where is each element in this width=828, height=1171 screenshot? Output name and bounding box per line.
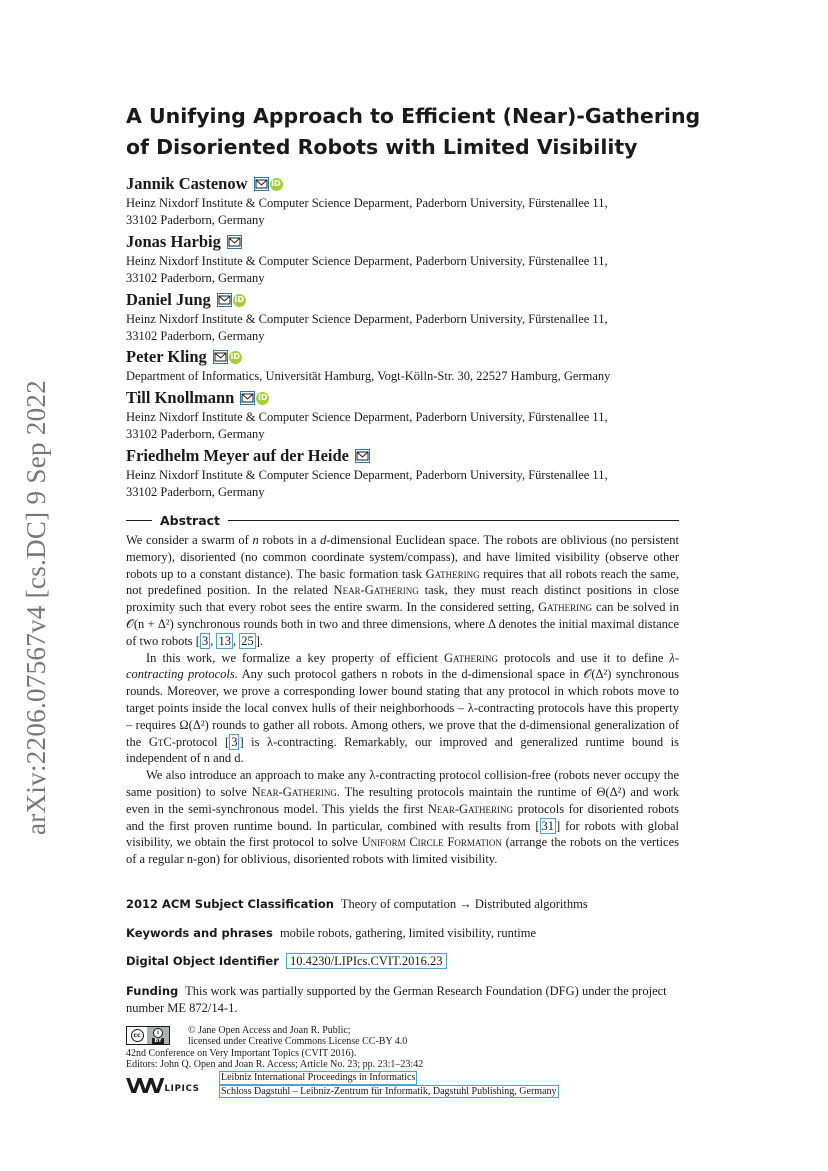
citation-link[interactable]: 3 xyxy=(201,633,209,648)
abstract-paragraph: We also introduce an approach to make any λ-contracting protocol collision-free (robots never occupy the same position) to solve Near-Gathering. The resulting protocols maintain the runtime of Θ(Δ²) and work even in the semi-synchronous model. This yields the first Near-Gathering protocols for disoriented robots and the first proven runtime bound. In particular, combined with results from [ 31 ] for robots with global visibility, we obtain the first protocol to solve Uniform Circle Formation (arrange the robots on the vertices of a regular n-gon) for oblivious, disoriented robots with limited visibility. xyxy=(126,768,679,867)
citation-link[interactable]: 31 xyxy=(541,818,555,833)
author-name: Peter Kling xyxy=(126,347,207,366)
author-affiliation: Heinz Nixdorf Institute & Computer Science Deparment, Paderborn University, Fürstenallee 11, 33102 Paderborn, Germany xyxy=(126,312,608,343)
author-block xyxy=(126,388,706,443)
abstract-body xyxy=(126,532,679,868)
abstract-heading-label: Abstract xyxy=(160,512,221,528)
mail-icon[interactable] xyxy=(227,235,242,249)
lipics-logo: VVV LIPICS xyxy=(126,1074,200,1098)
author-affiliation: Heinz Nixdorf Institute & Computer Science Deparment, Paderborn University, Fürstenallee 11, 33102 Paderborn, Germany xyxy=(126,196,608,227)
doi: Digital Object Identifier 10.4230/LIPIcs.CVIT.2016.23 xyxy=(126,953,679,970)
author-name: Till Knollmann xyxy=(126,388,235,407)
keywords: Keywords and phrases mobile robots, gathering, limited visibility, runtime xyxy=(126,926,537,940)
citation-link[interactable]: 3 xyxy=(231,734,238,749)
mail-icon[interactable] xyxy=(240,391,255,405)
conference-info: 42nd Conference on Very Important Topics (CVIT 2016). Editors: John Q. Open and Joan R. Access; Article No. 23; pp. 23:1–23:42 xyxy=(126,1048,424,1070)
creative-commons-icon[interactable]: cc i BY xyxy=(126,1026,170,1045)
acm-classification: 2012 ACM Subject Classification Theory of computation → Distributed algorithms xyxy=(126,897,588,911)
author-affiliation: Heinz Nixdorf Institute & Computer Science Deparment, Paderborn University, Fürstenallee 11, 33102 Paderborn, Germany xyxy=(126,468,608,499)
abstract-heading xyxy=(126,512,679,528)
author-name: Friedhelm Meyer auf der Heide xyxy=(126,446,349,465)
author-name: Daniel Jung xyxy=(126,290,211,309)
author-affiliation: Heinz Nixdorf Institute & Computer Science Deparment, Paderborn University, Fürstenallee 11, 33102 Paderborn, Germany xyxy=(126,410,608,441)
mail-icon[interactable] xyxy=(213,350,228,364)
author-affiliation: Heinz Nixdorf Institute & Computer Science Deparment, Paderborn University, Fürstenallee 11, 33102 Paderborn, Germany xyxy=(126,254,608,285)
author-block xyxy=(126,347,706,385)
arxiv-identifier-stamp xyxy=(18,372,56,842)
title-line-1: A Unifying Approach to Efficient (Near)-Gathering xyxy=(126,104,701,128)
author-name: Jannik Castenow xyxy=(126,174,248,193)
dagstuhl-publisher-link[interactable]: Schloss Dagstuhl – Leibniz-Zentrum für Informatik, Dagstuhl Publishing, Germany xyxy=(221,1085,557,1097)
orcid-icon[interactable]: iD xyxy=(256,392,269,405)
mail-icon[interactable] xyxy=(217,293,232,307)
heading-rule xyxy=(126,520,152,521)
citation-link[interactable]: 25 xyxy=(241,633,254,648)
abstract-paragraph: We consider a swarm of n robots in a d-dimensional Euclidean space. The robots are oblivious (no persistent memory), disoriented (no common coordinate system/compass), and have limited visibility (observe other robots up to a constant distance). The basic formation task Gathering requires that all robots reach the same, not predefined position. In the related Near-Gathering task, they must reach distinct positions in close proximity such that every robot sees the entire swarm. In the considered setting, Gathering can be solved in 𝒪(n + Δ²) synchronous rounds both in two and three dimensions, where Δ denotes the initial maximal distance of two robots [ 3 , 13 , 25 ]. xyxy=(126,533,679,648)
orcid-icon[interactable]: iD xyxy=(229,351,242,364)
author-affiliation: Department of Informatics, Universität Hamburg, Vogt-Kölln-Str. 30, 22527 Hamburg, Germany xyxy=(126,369,611,383)
author-block xyxy=(126,446,706,501)
mail-icon[interactable] xyxy=(355,449,370,463)
abstract-paragraph: In this work, we formalize a key property of efficient Gathering protocols and use it to define λ-contracting protocols. Any such protocol gathers n robots in the d-dimensional space in 𝒪(Δ²) synchronous rounds. Moreover, we prove a corresponding lower bound stating that any protocol in which robots move to target points inside the local convex hulls of their neighborhoods – λ-contracting protocols have this property – requires Ω(Δ²) rounds to gather all robots. Among others, we prove that the d-dimensional generalization of the GtC-protocol [ 3 ] is λ-contracting. Remarkably, our improved and generalized runtime bound is independent of n and d. xyxy=(126,650,680,766)
author-name: Jonas Harbig xyxy=(126,232,221,251)
author-block xyxy=(126,174,706,229)
copyright-notice: © Jane Open Access and Joan R. Public; licensed under Creative Commons License CC-BY 4.0 xyxy=(188,1025,408,1047)
lipics-series-link[interactable]: Leibniz International Proceedings in Informatics xyxy=(221,1072,416,1083)
funding: Funding This work was partially supported by the German Research Foundation (DFG) under the project number ME 872/14-1. xyxy=(126,984,667,1015)
author-block xyxy=(126,232,706,287)
orcid-icon[interactable]: iD xyxy=(270,178,283,191)
arxiv-identifier-text: arXiv:2206.07567v4 [cs.DC] 9 Sep 2022 xyxy=(21,379,52,835)
citation-link[interactable]: 13 xyxy=(218,633,231,648)
author-block xyxy=(126,290,706,345)
doi-link[interactable]: 10.4230/LIPIcs.CVIT.2016.23 xyxy=(286,953,447,969)
heading-rule xyxy=(228,520,679,521)
title-line-2: of Disoriented Robots with Limited Visibility xyxy=(126,135,638,159)
lipics-links xyxy=(219,1071,559,1098)
paper-title xyxy=(126,101,706,163)
mail-icon[interactable] xyxy=(254,177,269,191)
orcid-icon[interactable]: iD xyxy=(233,294,246,307)
